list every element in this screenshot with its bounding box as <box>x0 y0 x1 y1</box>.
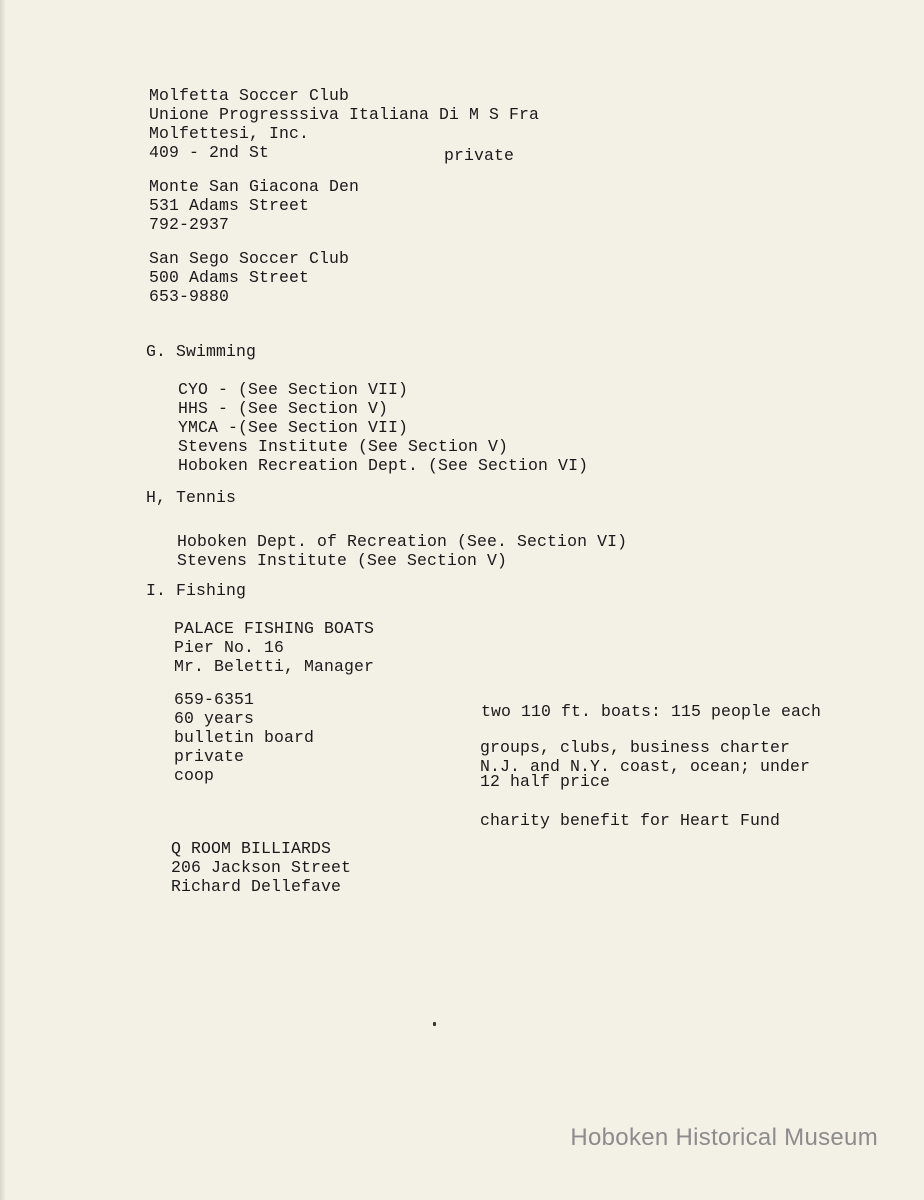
left-line-8: 500 Adams Street <box>149 268 310 287</box>
left-line-0: Molfetta Soccer Club <box>149 86 350 105</box>
left-line-19: I. Fishing <box>146 581 247 600</box>
left-line-14: Stevens Institute (See Section V) <box>178 437 509 456</box>
left-line-9: 653-9880 <box>149 287 230 306</box>
left-line-22: Mr. Beletti, Manager <box>174 657 375 676</box>
left-line-18: Stevens Institute (See Section V) <box>177 551 508 570</box>
right-line-5: charity benefit for Heart Fund <box>480 811 781 830</box>
left-line-26: private <box>174 747 245 766</box>
left-line-5: 531 Adams Street <box>149 196 310 215</box>
left-line-2: Molfettesi, Inc. <box>149 124 310 143</box>
right-line-2: groups, clubs, business charter <box>480 738 791 757</box>
right-line-0: private <box>444 146 515 165</box>
ink-speck <box>433 1022 436 1026</box>
right-line-3: N.J. and N.Y. coast, ocean; under <box>480 757 811 776</box>
page-edge <box>0 0 6 1200</box>
left-line-23: 659-6351 <box>174 690 255 709</box>
left-line-30: Richard Dellefave <box>171 877 342 896</box>
left-line-27: coop <box>174 766 215 785</box>
left-line-17: Hoboken Dept. of Recreation (See. Section VI) <box>177 532 628 551</box>
museum-watermark: Hoboken Historical Museum <box>570 1124 878 1151</box>
left-line-21: Pier No. 16 <box>174 638 285 657</box>
left-line-16: H, Tennis <box>146 488 237 507</box>
left-line-3: 409 - 2nd St <box>149 143 270 162</box>
left-line-12: HHS - (See Section V) <box>178 399 389 418</box>
left-line-1: Unione Progresssiva Italiana Di M S Fra <box>149 105 540 124</box>
left-line-15: Hoboken Recreation Dept. (See Section VI) <box>178 456 589 475</box>
left-line-13: YMCA -(See Section VII) <box>178 418 409 437</box>
right-line-4: 12 half price <box>480 772 611 791</box>
left-line-6: 792-2937 <box>149 215 230 234</box>
right-line-1: two 110 ft. boats: 115 people each <box>481 702 822 721</box>
left-line-28: Q ROOM BILLIARDS <box>171 839 332 858</box>
left-line-24: 60 years <box>174 709 255 728</box>
left-line-29: 206 Jackson Street <box>171 858 352 877</box>
left-line-11: CYO - (See Section VII) <box>178 380 409 399</box>
left-line-20: PALACE FISHING BOATS <box>174 619 375 638</box>
left-line-7: San Sego Soccer Club <box>149 249 350 268</box>
left-line-10: G. Swimming <box>146 342 257 361</box>
left-line-4: Monte San Giacona Den <box>149 177 360 196</box>
left-line-25: bulletin board <box>174 728 315 747</box>
